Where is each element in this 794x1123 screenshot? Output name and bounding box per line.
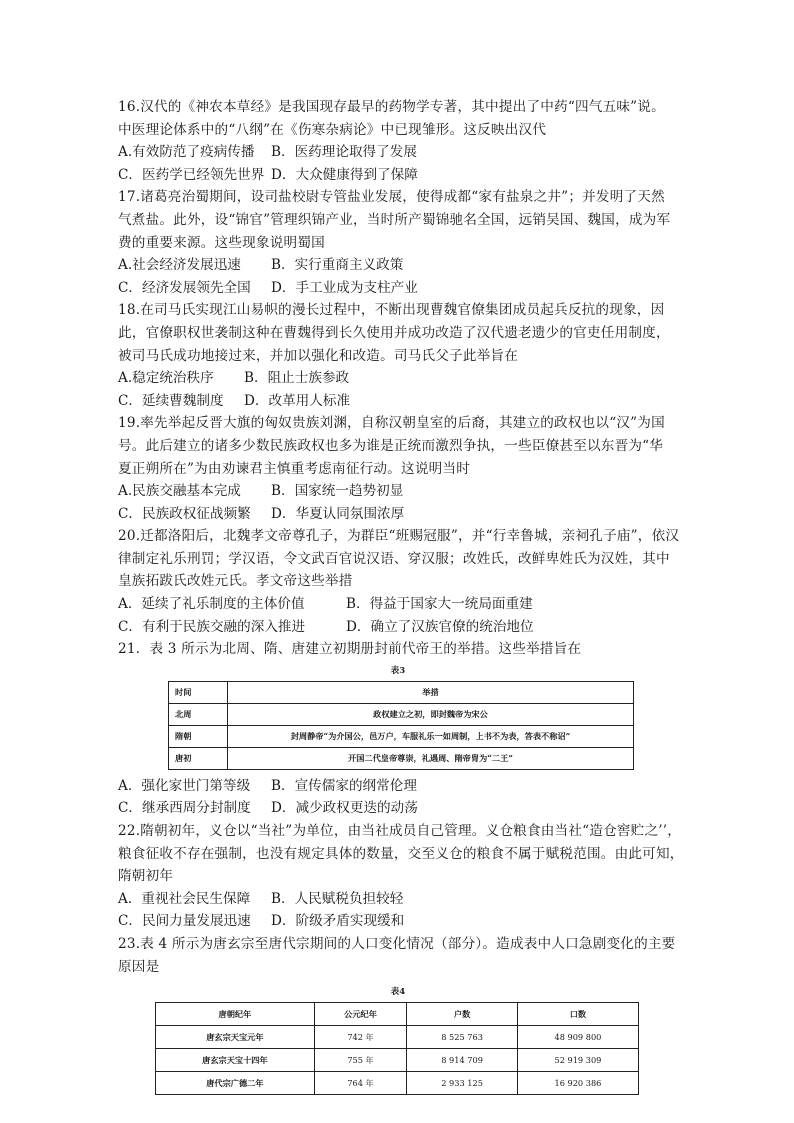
option-c: C．延续曹魏制度 [118, 392, 224, 409]
question-stem: 19.率先举起反晋大旗的匈奴贵族刘渊，自称汉朝皇室的后裔，其建立的政权也以“汉”为国 [118, 415, 665, 432]
table-4 [155, 1002, 639, 1095]
question-stem: 隋朝初年 [118, 868, 174, 885]
option-c: C．继承西周分封制度 [118, 800, 251, 817]
question-stem: 原因是 [118, 958, 160, 975]
table-header-cell: 公元纪年 [314, 1003, 407, 1026]
question-stem: 中医理论体系中的“八纲”在《伤寒杂病论》中已现雏形。这反映出汉代 [118, 121, 547, 138]
option-b: B．实行重商主义政策 [271, 257, 404, 274]
option-row [118, 616, 678, 639]
table-row [156, 1049, 639, 1072]
question-stem: 22.隋朝初年，义仓以“当社”为单位，由当社成员自己管理。义仓粮食由当社“造仓窖贮之’’， [118, 823, 682, 840]
table-cell: 北周 [169, 703, 228, 725]
table-3 [168, 681, 634, 770]
table-cell: 48 909 800 [517, 1026, 638, 1049]
option-row [118, 367, 678, 390]
option-row [118, 164, 678, 187]
option-row [118, 593, 678, 616]
question-stem: 20.迁都洛阳后，北魏孝文帝尊孔子，为群臣“班赐冠服”，并“行幸鲁城，亲祠孔子庙”，依汉 [118, 528, 680, 545]
table-cell: 52 919 309 [517, 1049, 638, 1072]
table-cell: 封周静帝“为介国公，邑万户，车服礼乐一如周制，上书不为表，答表不称诏” [228, 725, 634, 747]
table-cell: 开国二代皇帝尊崇，礼遇周、隋帝胄为“二王” [228, 747, 634, 769]
question-stem: 23.表 4 所示为唐玄宗至唐代宗期间的人口变化情况（部分）。造成表中人口急剧变化的主要 [118, 936, 676, 952]
option-b: B．医药理论取得了发展 [271, 144, 417, 161]
option-row [118, 141, 678, 164]
option-d: D．改革用人标准 [244, 392, 351, 409]
option-row [118, 888, 678, 911]
table-cell: 742 年 [314, 1026, 407, 1049]
option-d: D．阶级矛盾实现缓和 [271, 913, 405, 930]
option-c: C．民族政权征战频繁 [118, 505, 251, 522]
table-header-row [169, 681, 634, 703]
question-stem: 气煮盐。此外，设“锦官”管理织锦产业，当时所产蜀锦驰名全国，远销吴国、魏国，成为军 [118, 211, 671, 228]
question-stem: 被司马氏成功地接过来，并加以强化和改造。司马氏父子此举旨在 [118, 347, 519, 364]
option-row [118, 390, 678, 413]
option-row [118, 910, 678, 933]
question-21 [118, 638, 678, 820]
question-stem: 费的重要来源。这些现象说明蜀国 [118, 234, 325, 251]
table-cell: 2 933 125 [407, 1072, 518, 1095]
question-stem: 17.诸葛亮治蜀期间，设司盐校尉专管盐业发展，使得成都“家有盐泉之井”；并发明了天然 [118, 189, 665, 206]
question-stem: 粮食征收不存在强制，也没有规定具体的数量，交至义仓的粮食不属于赋税范围。由此可知， [118, 845, 684, 862]
option-d: D．减少政权更迭的动荡 [271, 800, 418, 817]
option-a: A．重视社会民生保障 [118, 890, 251, 907]
table-header-cell: 户数 [407, 1003, 518, 1026]
table-cell: 755 年 [314, 1049, 407, 1072]
question-stem: 此，官僚职权世袭制这种在曹魏得到长久使用并成功改造了汉代遗老遗少的官吏任用制度， [118, 324, 670, 341]
option-a: A．延续了礼乐制度的主体价值 [118, 596, 305, 613]
question-19 [118, 412, 678, 525]
question-stem: 18.在司马氏实现江山易帜的漫长过程中，不断出现曹魏官僚集团成员起兵反抗的现象，因 [118, 302, 665, 319]
question-17 [118, 186, 678, 299]
table-header-cell: 唐朝纪年 [156, 1003, 315, 1026]
question-stem: 夏正朔所在”为由劝谏君主慎重考虑南征行动。这说明当时 [118, 460, 470, 477]
table-row [169, 703, 634, 725]
option-d: D．手工业成为支柱产业 [271, 279, 418, 296]
exam-page [118, 96, 684, 1095]
option-c: C．医药学已经领先世界 [118, 166, 265, 183]
table-caption: 表3 [390, 665, 406, 676]
option-a: A.有效防范了疫病传播 [118, 144, 255, 161]
table-header-cell: 时间 [169, 681, 228, 703]
table-row [169, 747, 634, 769]
option-b: B．人民赋税负担较轻 [271, 890, 404, 907]
question-16 [118, 96, 678, 186]
option-row [118, 503, 678, 526]
table-cell: 唐玄宗天宝元年 [156, 1026, 315, 1049]
question-stem: 21．表 3 所示为北周、隋、唐建立初期册封前代帝王的举措。这些举措旨在 [118, 641, 582, 658]
question-18 [118, 299, 678, 412]
option-b: B．阻止士族参政 [244, 370, 350, 387]
option-a: A.民族交融基本完成 [118, 483, 241, 500]
option-b: B．宣传儒家的纲常伦理 [271, 777, 417, 794]
option-d: D．华夏认同氛围浓厚 [271, 505, 405, 522]
option-d: D．确立了汉族官僚的统治地位 [346, 618, 534, 635]
question-22 [118, 820, 684, 933]
table-cell: 唐玄宗天宝十四年 [156, 1049, 315, 1072]
table-cell: 16 920 386 [517, 1072, 638, 1095]
table-caption: 表4 [390, 987, 406, 998]
question-stem: 16.汉代的《神农本草经》是我国现存最早的药物学专著，其中提出了中药“四气五味”说。 [118, 99, 665, 115]
option-a: A．强化家世门第等级 [118, 777, 251, 794]
table-header-cell: 口数 [517, 1003, 638, 1026]
option-a: A.社会经济发展迅速 [118, 257, 241, 274]
table-cell: 唐初 [169, 747, 228, 769]
table-header-cell: 举措 [228, 681, 634, 703]
question-stem: 律制定礼乐刑罚；学汉语，令文武百官说汉语、穿汉服；改姓氏，改鲜卑姓氏为汉姓，其中 [118, 550, 670, 567]
option-c: C．民间力量发展迅速 [118, 913, 251, 930]
option-c: C．经济发展领先全国 [118, 279, 251, 296]
table-cell: 764 年 [314, 1072, 407, 1095]
option-b: B．得益于国家大一统局面重建 [346, 596, 533, 613]
option-d: D．大众健康得到了保障 [271, 166, 418, 183]
option-row [118, 775, 678, 798]
table-cell: 8 525 763 [407, 1026, 518, 1049]
option-a: A.稳定统治秩序 [118, 370, 214, 387]
table-row [156, 1072, 639, 1095]
option-row [118, 254, 678, 277]
question-23 [118, 933, 678, 1095]
table-cell: 唐代宗广德二年 [156, 1072, 315, 1095]
option-row [118, 480, 678, 503]
option-b: B．国家统一趋势初显 [271, 483, 404, 500]
question-stem: 皇族拓跋氏改姓元氏。孝文帝这些举措 [118, 573, 353, 590]
option-c: C．有利于民族交融的深入推进 [118, 618, 306, 635]
option-row [118, 277, 678, 300]
question-stem: 号。此后建立的诸多少数民族政权也多为谁是正统而激烈争执，一些臣僚甚至以东晋为“华 [118, 437, 664, 454]
table-header-row [156, 1003, 639, 1026]
question-20 [118, 525, 678, 638]
option-row [118, 797, 678, 820]
table-cell: 8 914 709 [407, 1049, 518, 1072]
table-cell: 政权建立之初，即封魏帝为宋公 [228, 703, 634, 725]
table-cell: 隋朝 [169, 725, 228, 747]
table-row [156, 1026, 639, 1049]
table-row [169, 725, 634, 747]
